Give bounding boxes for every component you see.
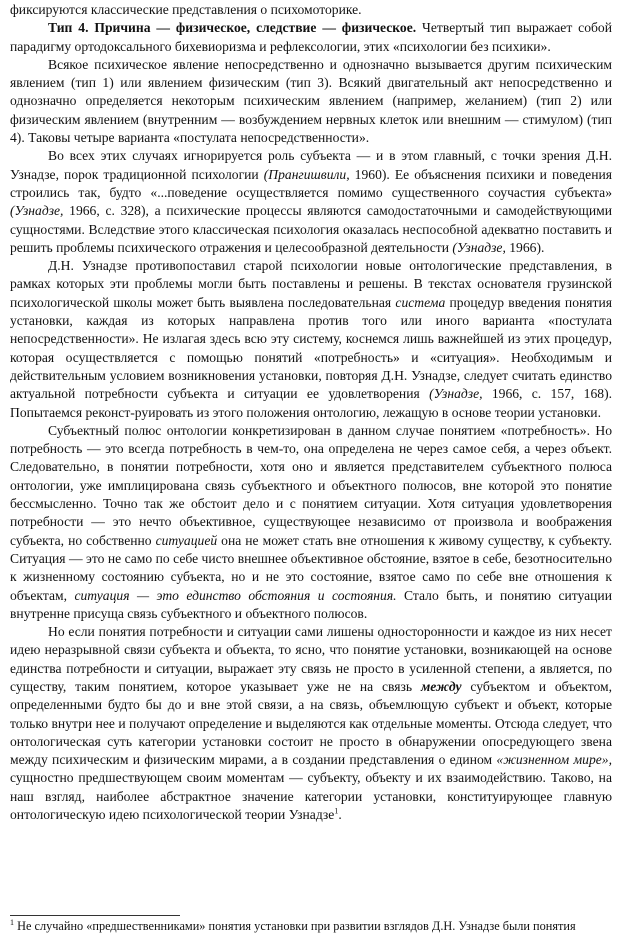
paragraph-text: 1966, с. 328), а психические процессы являются самодостаточными и самодействующими сущностями. Вследствие этого классическая психология оказалась неспособной адекватно поставить и решить проблемы психического отражения и целесообразной деятельности: [10, 203, 612, 255]
footnote: [10, 919, 612, 934]
paragraph-text: .: [338, 807, 342, 823]
paragraph-text: Во всех этих случаях игнорируется роль субъекта — и в этом главный, с точки зрения Д.Н. Узнадзе, порок традиционной психологии: [10, 148, 612, 182]
footnote-reference[interactable]: 1: [334, 806, 339, 816]
paragraph-subject-role: [10, 147, 612, 257]
emphasis: ситуация — это единство обстояния и состояния.: [74, 587, 397, 603]
citation: (Узнадзе,: [452, 239, 506, 255]
emphasis: «жизненном мире»,: [496, 752, 612, 768]
paragraph-postulate: [10, 56, 612, 147]
footnote-divider: [10, 915, 180, 916]
emphasis: между: [420, 678, 462, 694]
emphasis: ситуацией: [155, 532, 218, 548]
paragraph-text: Д.Н. Узнадзе противопоставил старой психологии новые онтологические представления, в рамках которых эти проблемы могли быть поставлены и решены. В текстах основателя грузинской психологической школы может быть выявлена последовательная: [10, 258, 612, 310]
emphasis: система: [395, 294, 446, 310]
paragraph-text: Четвертый тип выражает собой парадигму ортодоксального бихевиоризма и рефлексологии, этих «психологии без психики».: [10, 20, 612, 54]
paragraph-text: 1960). Ее объяснения психики и поведения строились так, будто «...поведение осуществляется помимо существенного соучастия субъекта»: [10, 166, 613, 200]
footnote-text: Не случайно «предшественниками» понятия установки при развитии взглядов Д.Н. Узнадзе были понятия: [14, 919, 576, 933]
citation: (Узнадзе,: [429, 386, 483, 402]
type4-heading: Тип 4. Причина — физическое, следствие — физическое.: [48, 20, 417, 36]
paragraph-text: 1966, с. 157, 168). Попытаемся реконст-руировать из этого положения онтологию, лежащую в основе теории установки.: [10, 386, 612, 420]
paragraph-text: фиксируются классические представления о психомоторике.: [10, 2, 362, 17]
paragraph-text: субъектом и объектом, определенными будто бы до и вне этой связи, а на связь, объемлющую субъект и объект, которые только внутри нее и получают определение и выделяются как отдельные моменты. Отсюда следует, что онтологическая суть категории установки состоит не просто в обнаружении опосредующего звена между психическим и физическим мирами, а в создании представления о едином: [10, 678, 613, 768]
paragraph-text: Всякое психическое явление непосредственно и однозначно вызывается другим психическим явлением (тип 1) или явлением физическим (тип 3). Всякий двигательный акт непосредственно и однозначно определяется некоторым психическим явлением (например, желанием) (тип 2) или физическим явлением (внутренним — возбуждением нервных клеток или внешним — стимулом) (тип 4). Таковы четыре варианта «постулата непосредственности».: [10, 56, 612, 146]
paragraph-text: Стало быть, и понятию ситуации внутренне присуща связь субъектного и объектного полюсов.: [10, 587, 612, 621]
citation: (Узнадзе,: [10, 203, 64, 219]
paragraph-text: процедур введения понятия установки, каждая из которых направлена против того или иного варианта «постулата непосредственности». Не излагая здесь всю эту систему, коснемся лишь важнейшей из этих процедур, которая осуществляется с помощью понятий «потребность» и «ситуация». Необходимым и действительным условием возникновения установки, повторяя Д.Н. Узнадзе, следует считать единство актуальной потребности субъекта и ситуации ее удовлетворения: [10, 294, 612, 402]
paragraph-continuation: [10, 1, 612, 19]
paragraph-ontology: [10, 257, 612, 422]
paragraph-text: она не может стать вне отношения к живому существу, к субъекту. Ситуация — это не само по себе чисто внешнее объективное обстояние, взятое в себе, безотносительно к жизненному состоянию субъекта, но и не это состояние, взятое само по себе вне отношения к объектам,: [10, 532, 612, 603]
paragraph-text: 1966).: [505, 239, 545, 255]
paragraph-text: сущностно предшествующем своим моментам — субъекту, объекту и их взаимодействию. Таково, на наш взгляд, наиболее абстрактное значение категории установки, конституирующее главную онтологическую идею психологической теории Узнадзе: [10, 770, 612, 823]
footnote-mark: 1: [10, 919, 14, 927]
paragraph-text: Но если понятия потребности и ситуации сами лишены односторонности и каждое из них несет идею неразрывной связи субъекта и объекта, то ясно, что понятие установки, возникающей на основе единства потребности и ситуации, выражает эту связь не просто в усиленной степени, а является, по существу, таким понятием, которое указывает уже не на связь: [10, 624, 612, 694]
paragraph-need-situation: [10, 422, 612, 623]
paragraph-type4: [10, 19, 612, 56]
citation: (Прангишвили,: [263, 166, 350, 182]
paragraph-text: Субъектный полюс онтологии конкретизирован в данном случае понятием «потребность». Но потребность — это всегда потребность в чем-то, она определена не через самое себя, а через объект. Следовательно, в понятии потребности, хотя оно и является представителем субъектного полюса онтологии, уже имплицирована связь субъектного и объектного полюсов, вне которой это понятие бессмысленно. Точно так же обстоит дело и с понятием ситуации. Хотя ситуация удовлетворения потребности — это нечто объективное, существующее независимо от произвола и воображения субъекта, но собственно: [10, 422, 612, 548]
paragraph-conclusion: [10, 623, 612, 824]
